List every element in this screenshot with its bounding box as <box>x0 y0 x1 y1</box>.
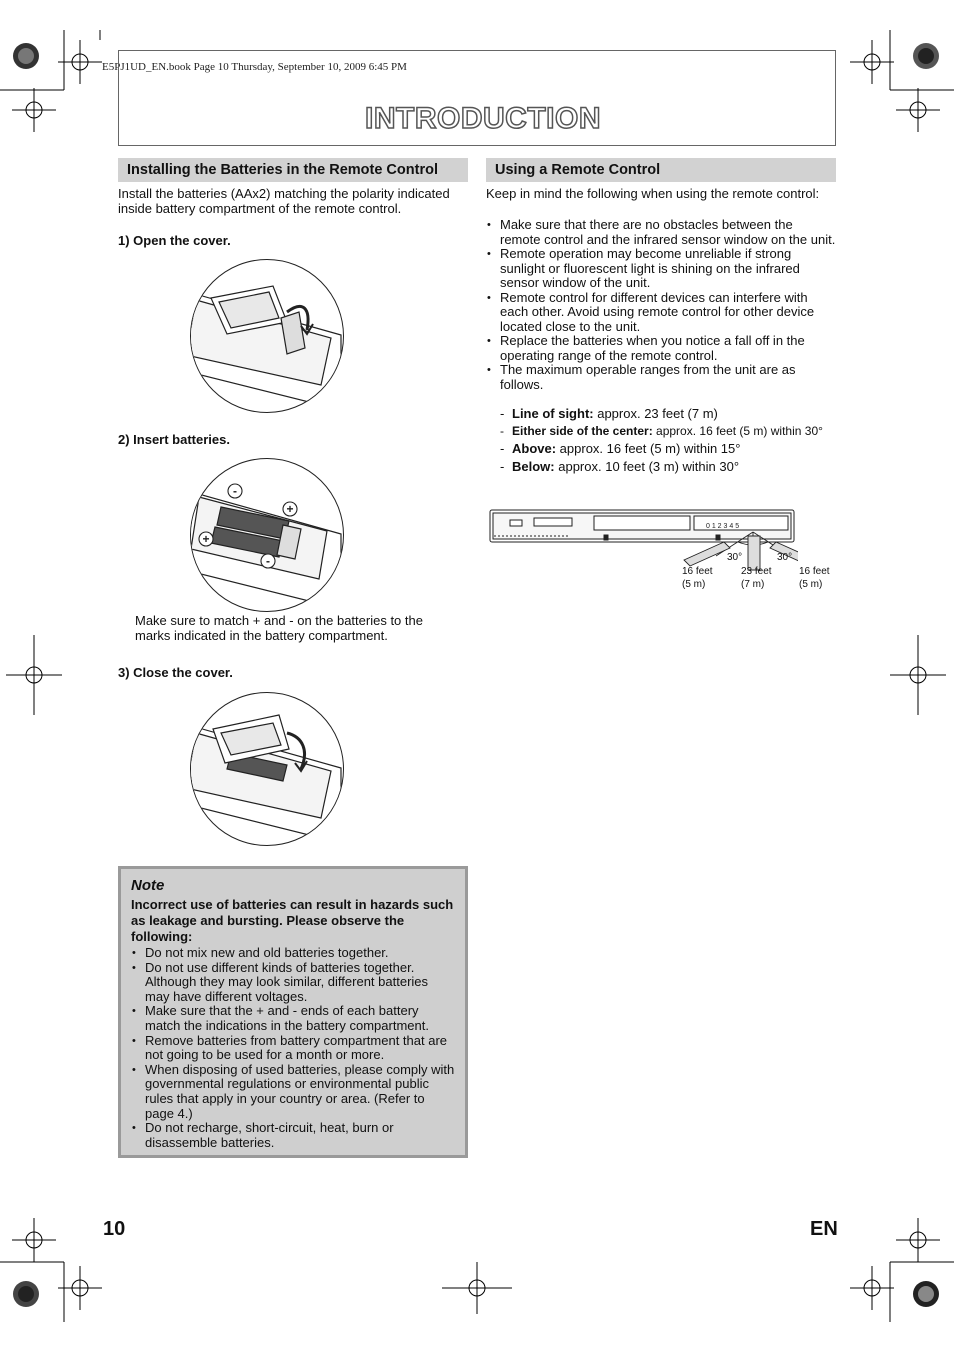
section-heading-batteries: Installing the Batteries in the Remote Control <box>118 158 468 182</box>
note-list <box>131 946 455 1150</box>
remote-batteries-icon <box>191 459 343 611</box>
range-above <box>500 440 850 458</box>
insert-batteries-illustration <box>190 458 344 612</box>
note-warning: Incorrect use of batteries can result in hazards such as leakage and bursting. Please observe the following: <box>131 897 454 944</box>
range-line-of-sight <box>500 405 850 423</box>
range-list <box>500 405 850 475</box>
right-distance-metric: (5 m) <box>799 579 823 590</box>
batteries-intro: Install the batteries (AAx2) matching the polarity indicated inside battery compartment of the remote control. <box>118 186 450 216</box>
angle-right-label: 30° <box>777 552 793 563</box>
battery-plus-left: + <box>202 532 210 546</box>
list-item: • Replace the batteries when you notice a fall off in the operating range of the remote control. <box>486 334 836 363</box>
open-cover-illustration <box>190 259 344 413</box>
list-item: • Do not use different kinds of batteries together. Although they may look similar, different batteries may have different voltages. <box>131 961 455 1005</box>
page-title: INTRODUCTION <box>365 102 601 135</box>
note-title: Note <box>131 877 165 894</box>
list-item: • Make sure that there are no obstacles between the remote control and the infrared sensor window on the unit. <box>486 218 836 247</box>
center-distance-feet: 23 feet <box>741 566 772 577</box>
battery-plus-right: + <box>286 502 294 516</box>
range-value: approx. 16 feet (5 m) within 30° <box>652 423 823 438</box>
battery-minus-top: - <box>233 484 237 498</box>
section-heading-remote: Using a Remote Control <box>486 158 836 182</box>
list-item: • Remote operation may become unreliable if strong sunlight or fluorescent light is shining on the infrared sensor window of the unit. <box>486 247 836 291</box>
display-digits: 0 1 2 3 4 5 <box>706 523 740 530</box>
range-value: approx. 23 feet (7 m) <box>593 406 718 421</box>
step-open-cover: 1) Open the cover. <box>118 233 231 248</box>
center-distance-metric: (7 m) <box>741 579 765 590</box>
range-label: Line of sight: <box>512 406 594 421</box>
remote-close-cover-icon <box>191 693 343 845</box>
right-distance-feet: 16 feet <box>799 566 830 577</box>
battery-minus-bottom: - <box>266 554 270 568</box>
list-item: • When disposing of used batteries, please comply with governmental regulations or environmental public rules that apply in your country or area. (Refer to page 4.) <box>131 1063 455 1121</box>
range-label: Above: <box>512 441 557 456</box>
list-item: • Remote control for different devices can interfere with each other. Avoid using remote control for other device located close to the unit. <box>486 291 836 335</box>
list-item: • Remove batteries from battery compartment that are not going to be used for a month or more. <box>131 1034 455 1063</box>
step-insert-batteries: 2) Insert batteries. <box>118 432 230 447</box>
left-distance-metric: (5 m) <box>682 579 706 590</box>
range-value: approx. 16 feet (5 m) within 15° <box>556 441 741 456</box>
right-distance-label <box>799 565 830 591</box>
page-number: 10 <box>103 1218 126 1240</box>
angle-left-label: 30° <box>727 552 743 563</box>
close-cover-illustration <box>190 692 344 846</box>
list-item: • Do not recharge, short-circuit, heat, burn or disassemble batteries. <box>131 1121 455 1150</box>
range-either-side <box>500 423 850 441</box>
print-info: E5PJ1UD_EN.book Page 10 Thursday, September 10, 2009 6:45 PM <box>102 61 407 73</box>
range-below <box>500 458 850 476</box>
remote-tips-list <box>486 218 836 392</box>
list-item: • The maximum operable ranges from the unit are as follows. <box>486 363 836 392</box>
range-label: Below: <box>512 458 555 474</box>
left-distance-feet: 16 feet <box>682 566 713 577</box>
range-value: approx. 10 feet (3 m) within 30° <box>554 458 740 474</box>
left-distance-label <box>682 565 713 591</box>
step-close-cover: 3) Close the cover. <box>118 665 233 680</box>
remote-open-cover-icon <box>191 260 343 412</box>
note-box <box>118 866 468 1158</box>
range-label: Either side of the center: <box>512 423 653 438</box>
center-distance-label <box>741 565 772 591</box>
list-item: • Make sure that the + and - ends of each battery match the indications in the battery compartment. <box>131 1004 455 1033</box>
list-item: • Do not mix new and old batteries together. <box>131 946 455 961</box>
remote-intro: Keep in mind the following when using the remote control: <box>486 186 820 201</box>
polarity-text: Make sure to match + and - on the batteries to the marks indicated in the battery compartment. <box>135 613 423 643</box>
language-code: EN <box>810 1218 838 1240</box>
